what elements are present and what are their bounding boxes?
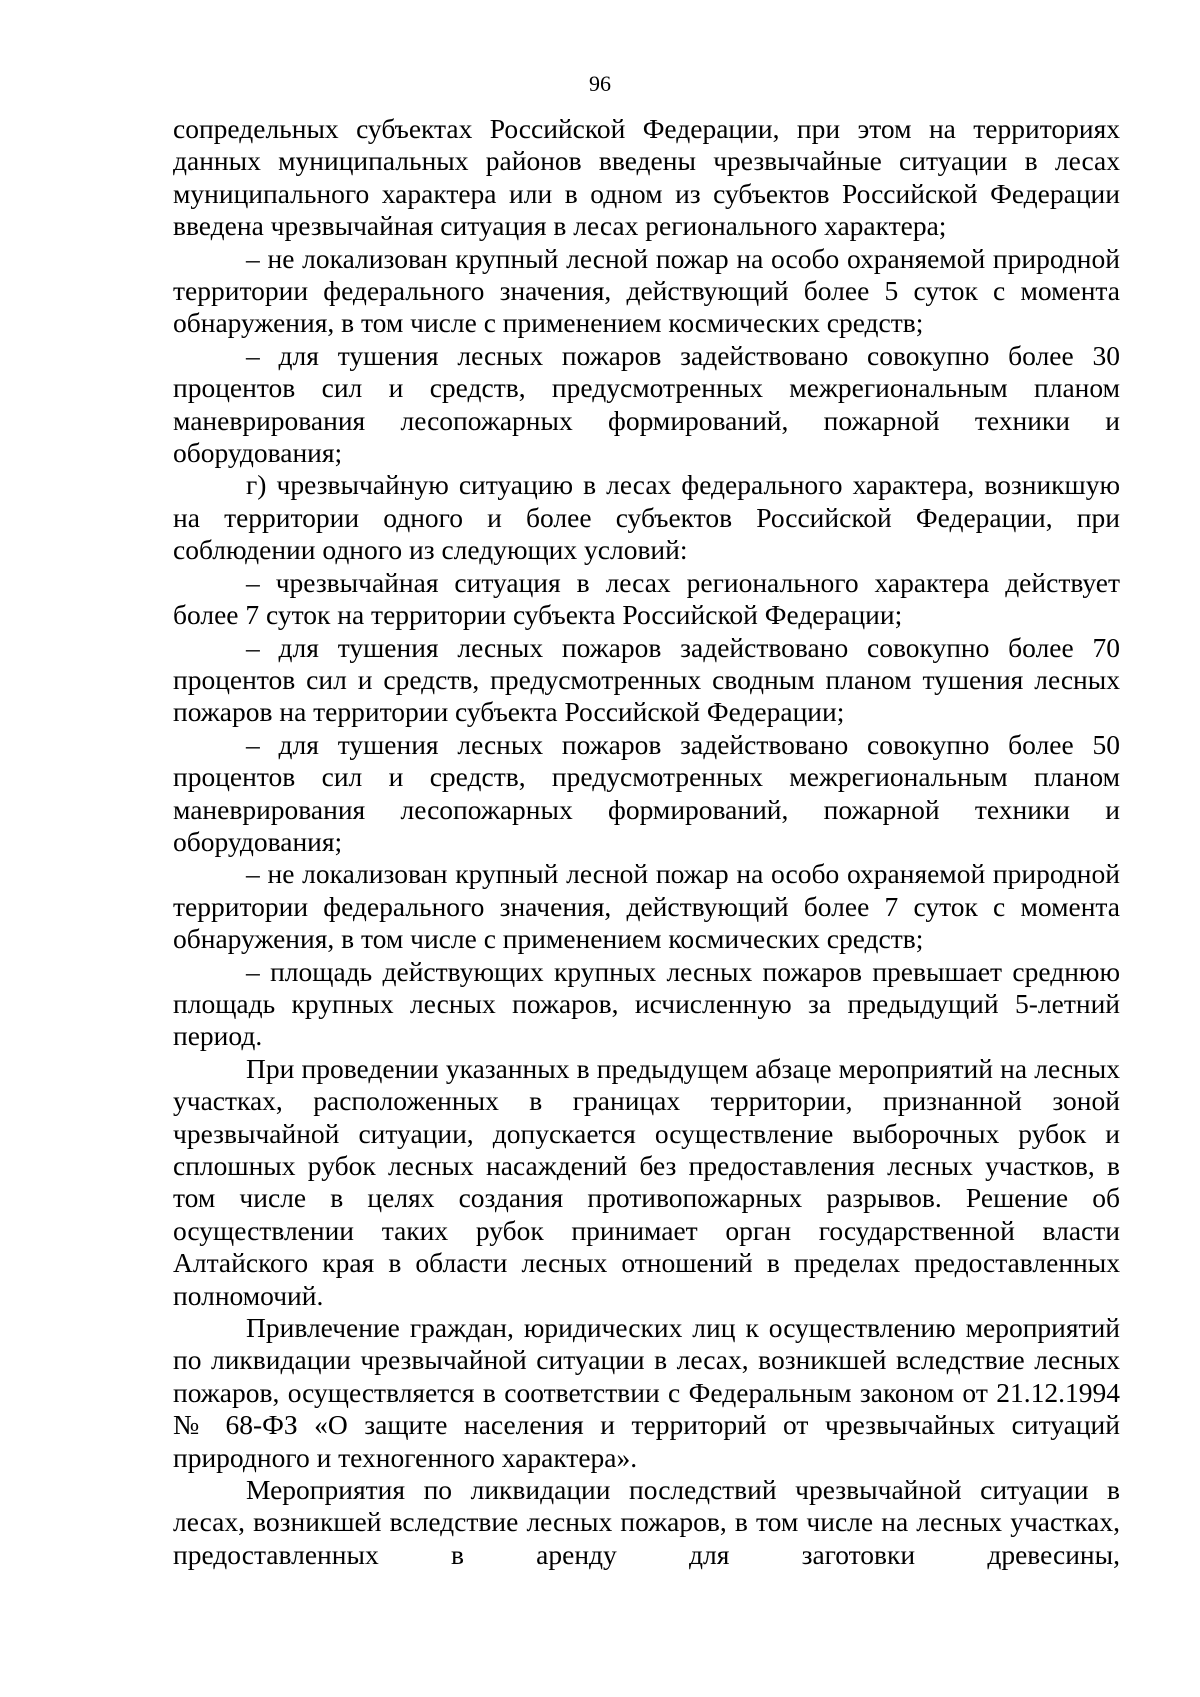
paragraph: сопредельных субъектах Российской Федерации, при этом на территориях данных муниципальных районов введены чрезвычайные ситуации в лесах муниципального характера или в одном из субъектов Российской Федерации введена чрезвычайная ситуация в лесах регионального характера; [173, 113, 1120, 242]
list-item: – не локализован крупный лесной пожар на особо охраняемой природной территории федерального значения, действующий более 5 суток с момента обнаружения, в том числе с применением космических средств; [173, 242, 1120, 339]
list-item: – чрезвычайная ситуация в лесах регионального характера действует более 7 суток на территории субъекта Российской Федерации; [173, 566, 1120, 631]
paragraph: При проведении указанных в предыдущем абзаце мероприятий на лесных участках, расположенных в границах территории, признанной зоной чрезвычайной ситуации, допускается осуществление выборочных рубок и сплошных рубок лесных насаждений без предоставления лесных участков, в том числе в целях создания противопожарных разрывов. Решение об осуществлении таких рубок принимает орган государственной власти Алтайского края в области лесных отношений в пределах предоставленных полномочий. [173, 1052, 1120, 1311]
list-item: г) чрезвычайную ситуацию в лесах федерального характера, возникшую на территории одного и более субъектов Российской Федерации, при соблюдении одного из следующих условий: [173, 469, 1120, 566]
document-body [173, 113, 1120, 1571]
paragraph: Мероприятия по ликвидации последствий чрезвычайной ситуации в лесах, возникшей вследствие лесных пожаров, в том числе на лесных участках, предоставленных в аренду для заготовки древесины, [173, 1474, 1120, 1570]
list-item: – для тушения лесных пожаров задействовано совокупно более 30 процентов сил и средств, предусмотренных межрегиональным планом маневрирования лесопожарных формирований, пожарной техники и оборудования; [173, 339, 1120, 469]
list-item: – не локализован крупный лесной пожар на особо охраняемой природной территории федерального значения, действующий более 7 суток с момента обнаружения, в том числе с применением космических средств; [173, 858, 1120, 955]
list-item: – для тушения лесных пожаров задействовано совокупно более 70 процентов сил и средств, предусмотренных сводным планом тушения лесных пожаров на территории субъекта Российской Федерации; [173, 631, 1120, 728]
paragraph: Привлечение граждан, юридических лиц к осуществлению мероприятий по ликвидации чрезвычайной ситуации в лесах, возникшей вследствие лесных пожаров, осуществляется в соответствии с Федеральным законом от 21.12.1994 № 68-ФЗ «О защите населения и территорий от чрезвычайных ситуаций природного и техногенного характера». [173, 1312, 1120, 1473]
list-item: – для тушения лесных пожаров задействовано совокупно более 50 процентов сил и средств, предусмотренных межрегиональным планом маневрирования лесопожарных формирований, пожарной техники и оборудования; [173, 728, 1120, 857]
list-item: – площадь действующих крупных лесных пожаров превышает среднюю площадь крупных лесных пожаров, исчисленную за предыдущий 5-летний период. [173, 955, 1120, 1052]
page-number: 96 [589, 71, 611, 96]
